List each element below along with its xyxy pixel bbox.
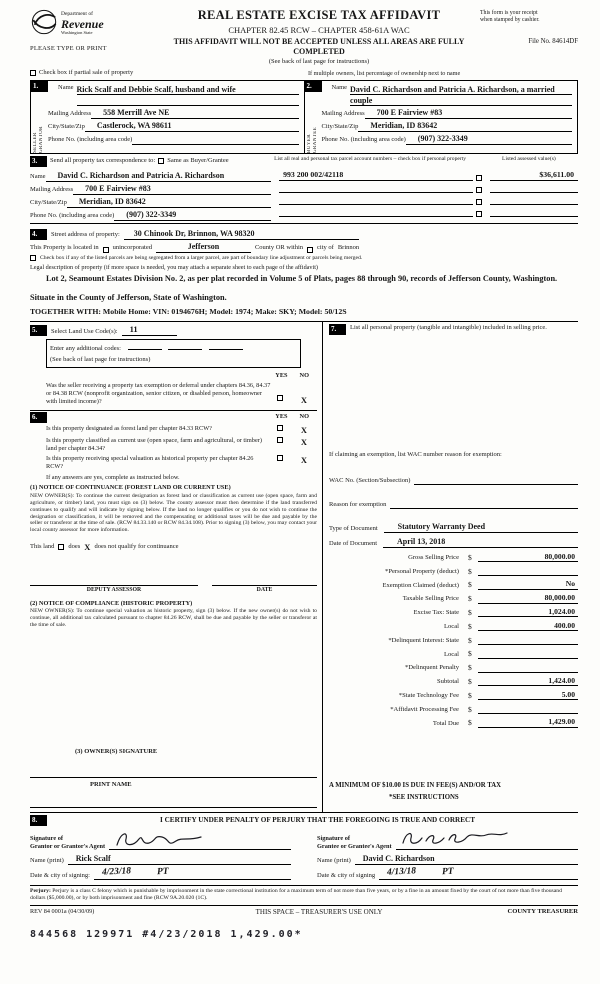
section-4-badge: 4. <box>30 229 47 240</box>
money-value[interactable]: 80,000.00 <box>478 552 578 562</box>
yes-checkbox[interactable] <box>277 437 283 443</box>
owner-signature-line[interactable] <box>30 768 317 778</box>
buyer-phone-value[interactable]: (907) 322-3349 <box>406 134 572 145</box>
money-row-subtotal <box>329 673 578 687</box>
grantor-name-label: Name (print) <box>30 857 64 865</box>
dollar-sign: $ <box>468 580 472 590</box>
no-answer-mark: X <box>300 424 307 435</box>
receipt-note-line2: when stamped by cashier. <box>480 17 540 24</box>
logo-name-line: Revenue <box>61 17 104 32</box>
field-label: Mailing Address <box>30 186 74 194</box>
money-label: Local <box>443 622 459 630</box>
personal-property-checkbox[interactable] <box>476 199 482 205</box>
section-1-badge: 1. <box>31 81 48 92</box>
field-label: Phone No. (including area code) <box>321 136 406 144</box>
buyer-mailing-value[interactable]: 700 E Fairview #83 <box>365 108 572 119</box>
seller-city-value[interactable]: Castlerock, WA 98611 <box>85 121 299 132</box>
section-8-badge: 8. <box>30 815 47 826</box>
date-of-document-value[interactable]: April 13, 2018 <box>383 537 578 548</box>
no-answer-mark: X <box>300 454 307 465</box>
money-row-taxable <box>329 590 578 604</box>
grantee-signature-line[interactable] <box>396 834 578 850</box>
grantee-date-label: Date & city of signing <box>317 872 376 880</box>
buyer-box <box>305 80 579 154</box>
section-7 <box>323 322 578 812</box>
field-label: Name <box>331 83 348 91</box>
dollar-sign: $ <box>468 621 472 631</box>
correspondence-mailing-value[interactable]: 700 E Fairview #83 <box>73 184 271 195</box>
yes-checkbox[interactable] <box>277 425 283 431</box>
situate-line: Situate in the County of Jefferson, State of Washington. <box>30 293 227 303</box>
personal-property-label: List all personal property (tangible and intangible) included in selling price. <box>350 324 547 332</box>
question-text: Is this property classified as current use (open space, farm and agricultural, or timber) land per chapter 84.34? <box>46 437 262 453</box>
correspondence-city-value[interactable]: Meridian, ID 83642 <box>67 197 271 208</box>
owner-signature-block <box>30 748 317 808</box>
parcel-numbers-header: List all real and personal tax parcel account numbers – check box if personal property <box>274 155 467 162</box>
date-label: DATE <box>256 587 273 594</box>
additional-codes-label: Enter any additional codes: <box>50 344 121 352</box>
top-check-row <box>30 69 578 77</box>
grantee-signature-ink <box>400 828 510 852</box>
print-name-label: PRINT NAME <box>90 781 132 789</box>
dollar-sign: $ <box>468 690 472 700</box>
money-label: *Delinquent Penalty <box>404 664 459 672</box>
file-number: File No. 84614DF <box>528 38 578 46</box>
dor-swirl-icon <box>30 8 58 39</box>
segregated-checkbox[interactable] <box>30 255 36 261</box>
street-address-label: Street address of property: <box>51 231 120 239</box>
money-row-total-due <box>329 714 578 728</box>
section-8-certification <box>30 813 578 883</box>
section-5-badge: 5. <box>30 325 47 336</box>
buyer-word: BUYER <box>306 133 312 153</box>
grantor-date-handwriting: 4/23/18 <box>101 866 132 879</box>
send-correspondence-label: Send all property tax correspondence to: <box>50 156 156 164</box>
field-label: Name <box>30 173 46 181</box>
forest-land-question <box>30 425 317 436</box>
dollar-sign: $ <box>468 594 472 604</box>
question-text: Is this property receiving special valuation as historical property per chapter 84.26 RCW? <box>46 454 254 470</box>
money-value[interactable]: 1,424.00 <box>478 676 578 686</box>
no-column-label: NO <box>299 372 309 380</box>
please-type-label: PLEASE TYPE OR PRINT <box>30 45 107 53</box>
does-not-label: does not qualify for continuance <box>94 542 179 550</box>
money-label: Gross Selling Price <box>408 553 459 561</box>
money-row-personal <box>329 562 578 576</box>
parties-section <box>30 80 578 154</box>
money-label: *State Technology Fee <box>398 691 459 699</box>
chapter-line: CHAPTER 82.45 RCW – CHAPTER 458-61A WAC <box>228 24 410 35</box>
unincorporated-checkbox[interactable] <box>103 247 109 253</box>
money-label: Local <box>443 650 459 658</box>
grantee-word: GRANTEE <box>312 126 318 153</box>
grantee-signature-block <box>317 830 578 880</box>
field-label: City/State/Zip <box>321 123 359 131</box>
seller-word: SELLER <box>33 131 38 153</box>
money-label: Subtotal <box>437 678 459 686</box>
money-row-excise-state <box>329 604 578 618</box>
grantee-sig-label-2: Grantee or Grantee's Agent <box>317 842 392 850</box>
same-as-buyer-checkbox[interactable] <box>158 158 164 164</box>
parcel-number-blank[interactable] <box>279 216 473 217</box>
section-7-badge: 7. <box>329 324 346 335</box>
grantor-signature-line[interactable] <box>109 834 291 850</box>
field-label: Mailing Address <box>321 110 365 118</box>
personal-property-checkbox[interactable] <box>476 175 482 181</box>
logo-dept-line: Department of <box>61 11 93 18</box>
dollar-sign: $ <box>468 676 472 686</box>
grantor-word: GRANTOR <box>39 125 44 153</box>
date-of-document-label: Date of Document <box>329 540 378 548</box>
together-with-line: TOGETHER WITH: Mobile Home: VIN: 0194676H; Model: 1974; Make: SKY; Model: 50/12S <box>30 306 347 316</box>
correspondence-name-value[interactable]: David C. Richardson and Patricia A. Richardson <box>46 171 272 182</box>
partial-sale-label: Check box if partial sale of property <box>39 69 134 77</box>
county-treasurer-label: COUNTY TREASURER <box>507 907 578 915</box>
dollar-sign: $ <box>468 607 472 617</box>
no-answer-mark: X <box>300 437 307 448</box>
cashier-stamp: 844568 129971 #4/23/2018 1,429.00* <box>30 928 303 940</box>
field-label: City/State/Zip <box>30 199 67 207</box>
question-text: Was the seller receiving a property tax exemption or deferral under chapters 84.36, 84.37 or 84.38 RCW (nonprofit organization, senior citizen, or disabled person, homeowner with limited income)? <box>46 381 271 405</box>
money-row-delinq-int-local <box>329 645 578 659</box>
notice-continuance-title: (1) NOTICE OF CONTINUANCE (FOREST LAND OR CURRENT USE) <box>30 484 231 492</box>
see-instructions-note: *SEE INSTRUCTIONS <box>389 793 459 801</box>
grantor-city-handwriting: PT <box>156 867 169 878</box>
historic-property-question <box>30 455 317 471</box>
form-header <box>30 8 578 66</box>
title-block <box>158 8 480 66</box>
certify-statement: I CERTIFY UNDER PENALTY OF PERJURY THAT THE FOREGOING IS TRUE AND CORRECT <box>160 816 475 825</box>
grantee-name-label: Name (print) <box>317 857 351 865</box>
field-label: City/State/Zip <box>48 123 85 131</box>
dor-logo-text <box>61 11 104 36</box>
grantor-sig-label-1: Signature of <box>30 835 63 843</box>
money-label: Total Due <box>432 719 459 727</box>
dollar-sign: $ <box>468 663 472 673</box>
parcel-number-value[interactable]: 993 200 002/42118 <box>279 170 473 181</box>
section-4-property <box>30 224 578 319</box>
perjury-text: Perjury is a class C felony which is punishable by imprisonment in the state correctional institution for a maximum term of not more than five years, or by a fine in an amount fixed by the court of not more than five thousand dollars ($5,000.00), or by both imprisonment and fine (RCW 9A.20.020 (1C). <box>30 888 562 902</box>
yes-checkbox[interactable] <box>277 395 283 401</box>
assessed-value-header: Listed assessed value(s) <box>502 155 556 162</box>
section-3-tax-correspondence <box>30 154 578 224</box>
yes-no-header <box>30 372 317 380</box>
current-use-question <box>30 437 317 453</box>
partial-sale-checkbox[interactable] <box>30 70 36 76</box>
yes-no-header <box>47 413 317 421</box>
county-value[interactable]: Jefferson <box>156 242 251 253</box>
receipt-note <box>480 8 578 47</box>
question-text: Is this property designated as forest land per chapter 84.33 RCW? <box>46 424 212 432</box>
warning-line: THIS AFFIDAVIT WILL NOT BE ACCEPTED UNLESS ALL AREAS ARE FULLY COMPLETED <box>173 37 465 57</box>
field-label: Name <box>58 83 74 91</box>
grantee-name-value[interactable]: David C. Richardson <box>355 854 578 865</box>
claiming-exemption-label: If claiming an exemption, list WAC number reason for exemption: <box>329 451 502 459</box>
correspondence-phone-value[interactable]: (907) 322-3349 <box>114 210 271 221</box>
section-6 <box>30 410 317 629</box>
county-or-label: County OR within <box>254 244 304 252</box>
money-label: Exemption Claimed (deduct) <box>382 581 459 589</box>
mid-grid <box>30 321 578 813</box>
money-label: *Delinquent Interest: State <box>388 636 459 644</box>
deputy-assessor-label: DEPUTY ASSESSOR <box>86 587 142 594</box>
money-row-gross <box>329 548 578 562</box>
minimum-fee-note: A MINIMUM OF $10.00 IS DUE IN FEE(S) AND/OR TAX <box>329 782 502 790</box>
no-answer-mark: X <box>300 394 307 405</box>
additional-codes-box <box>46 339 301 368</box>
yes-checkbox[interactable] <box>277 455 283 461</box>
street-address-value[interactable]: 30 Chinook Dr, Brinnon, WA 98320 <box>124 229 359 240</box>
money-row-processing-fee <box>329 700 578 714</box>
section-6-badge: 6. <box>30 412 47 423</box>
form-title: REAL ESTATE EXCISE TAX AFFIDAVIT <box>197 8 441 22</box>
parcel-number-blank[interactable] <box>279 204 473 205</box>
treasurer-space-label: THIS SPACE – TREASURER'S USE ONLY <box>255 907 383 916</box>
left-column <box>30 322 323 812</box>
seller-phone-value[interactable] <box>132 144 298 145</box>
grantee-sig-label-1: Signature of <box>317 835 350 843</box>
logo-state-line: Washington State <box>61 30 93 36</box>
owner-signature-label: (3) OWNER(S) SIGNATURE <box>75 748 158 755</box>
grantor-name-value[interactable]: Rick Scalf <box>68 854 291 865</box>
codes-see-back-note: (See back of last page for instructions) <box>50 356 151 363</box>
dor-logo <box>30 8 158 39</box>
seller-name-value[interactable]: Rick Scalf and Debbie Scalf, husband and wife <box>77 84 299 106</box>
additional-code-line[interactable] <box>209 342 243 350</box>
buyer-name-value[interactable]: David C. Richardson and Patricia A. Richardson, a married couple <box>350 84 572 106</box>
logo-column <box>30 8 158 53</box>
reason-exemption-label: Reason for exemption <box>329 501 387 509</box>
dollar-sign: $ <box>468 635 472 645</box>
additional-code-line[interactable] <box>128 342 162 350</box>
does-checkbox[interactable] <box>58 544 64 550</box>
field-label: Phone No. (including area code) <box>30 212 115 220</box>
minimum-fee-block <box>329 782 578 808</box>
no-column-label: NO <box>299 412 309 420</box>
if-yes-note: If any answers are yes, complete as instructed below. <box>46 473 180 481</box>
buyer-city-value[interactable]: Meridian, ID 83642 <box>358 121 572 132</box>
money-value[interactable]: 1,429.00 <box>478 717 578 727</box>
wac-number-label: WAC No. (Section/Subsection) <box>329 477 411 485</box>
segregated-label: Check box if any of the listed parcels are being segregated from a larger parcel, are part of boundary line adjustment or parcels being merged. <box>40 254 363 261</box>
dollar-sign: $ <box>468 649 472 659</box>
city-name: Brinnon <box>337 244 360 252</box>
money-label: Excise Tax: State <box>413 609 459 617</box>
notice-compliance-body: NEW OWNER(S): To continue special valuation as historic property, sign (3) below. If the new owner(s) do not wish to continue, all additional tax calculated pursuant to chapter 84.26 RCW, shall be due and payable by the seller or transferor at the time of sale. <box>30 608 317 628</box>
additional-code-line[interactable] <box>168 342 202 350</box>
grantor-date-label: Date & city of signing: <box>30 872 90 880</box>
yes-column-label: YES <box>275 412 288 420</box>
grantor-signature-block <box>30 830 291 880</box>
seller-mailing-value[interactable]: 558 Merrill Ave NE <box>91 108 298 119</box>
dollar-sign: $ <box>468 552 472 562</box>
section-3-badge: 3. <box>30 156 47 167</box>
perjury-notice <box>30 885 578 902</box>
land-use-code-value[interactable]: 11 <box>122 324 177 336</box>
notice-continuance-body: NEW OWNER(S): To continue the current designation as forest land or classification as current use (open space, farm and agriculture, or timber) land, you must sign on (3) below. The county assessor must then determine if the land transferred continues to qualify and will indicate by signing below. If the land no longer qualifies or you do not wish to continue the designation or classification, it will be removed and the compensating or additional taxes will be due and payable by the seller or transferor at the time of sale. (RCW 84.33.140 or RCW 84.34.108). Prior to signing (3) below, you may contact your local county assessor for more information. <box>30 493 317 533</box>
dollar-sign: $ <box>468 704 472 714</box>
assessed-value-blank[interactable] <box>490 204 578 205</box>
money-row-tech-fee <box>329 686 578 700</box>
money-row-delinq-int-state <box>329 631 578 645</box>
multiple-owners-note: If multiple owners, list percentage of ownership next to name <box>308 69 461 77</box>
continuance-qualify-row <box>30 542 317 553</box>
bottom-bar <box>30 905 578 917</box>
field-label: Phone No. (including area code) <box>48 136 133 144</box>
see-back-note: (See back of last page for instructions) <box>268 58 370 66</box>
money-value[interactable]: No <box>478 579 578 589</box>
tax-exemption-question <box>30 382 317 406</box>
land-use-label: Select Land Use Code(s): <box>51 327 118 335</box>
money-row-delinq-penalty <box>329 659 578 673</box>
money-row-excise-local <box>329 617 578 631</box>
unincorporated-label: unincorporated <box>112 244 152 252</box>
dollar-sign: $ <box>468 718 472 728</box>
rev-number: REV 84 0001a (04/30/09) <box>30 907 95 915</box>
grantor-sig-label-2: Grantor or Grantor's Agent <box>30 842 106 850</box>
parcel-number-blank[interactable] <box>279 192 473 193</box>
notice-compliance-title: (2) NOTICE OF COMPLIANCE (HISTORIC PROPERTY) <box>30 599 193 607</box>
section-5-header <box>30 324 317 336</box>
legal-description-value[interactable]: Lot 2, Seamount Estates Division No. 2, as per plat recorded in Volume 5 of Plats, pages 88 through 90, records of Jefferson County, Washington. <box>46 274 558 284</box>
section-2-badge: 2. <box>305 81 322 92</box>
type-of-document-value[interactable]: Statutory Warranty Deed <box>384 522 578 533</box>
money-label: *Personal Property (deduct) <box>385 567 459 575</box>
deputy-date-line[interactable] <box>212 576 317 586</box>
located-in-label: This Property is located in <box>30 244 99 252</box>
personal-property-checkbox[interactable] <box>476 187 482 193</box>
seller-box <box>30 80 305 154</box>
city-checkbox[interactable] <box>307 247 313 253</box>
legal-description-label: Legal description of property (if more space is needed, you may attach a separate sheet to each page of the affidavit) <box>30 263 318 271</box>
grantor-signature-ink <box>113 828 205 852</box>
money-label: *Affidavit Processing Fee <box>390 705 459 713</box>
money-value[interactable]: 400.00 <box>478 621 578 631</box>
personal-property-checkbox[interactable] <box>476 211 482 217</box>
assessed-value-blank[interactable] <box>490 192 578 193</box>
assessed-value-blank[interactable] <box>490 216 578 217</box>
yes-column-label: YES <box>275 372 288 380</box>
same-as-buyer-label: Same as Buyer/Grantee <box>167 156 229 164</box>
deputy-assessor-signature-line[interactable] <box>30 576 198 586</box>
money-label: Taxable Selling Price <box>402 595 459 603</box>
field-label: Mailing Address <box>48 110 92 118</box>
grantee-date-handwriting: 4/13/18 <box>386 866 417 879</box>
city-of-label: city of <box>317 244 334 252</box>
grantee-date-value[interactable] <box>379 867 578 880</box>
receipt-note-line1: This form is your receipt <box>480 10 538 16</box>
deputy-assessor-row <box>30 576 317 594</box>
money-row-exemption <box>329 576 578 590</box>
money-value[interactable]: 1,024.00 <box>478 607 578 617</box>
assessed-value[interactable]: $36,611.00 <box>490 170 578 181</box>
dollar-sign: $ <box>468 566 472 576</box>
print-name-line[interactable] <box>30 798 317 808</box>
does-label: does <box>68 542 81 550</box>
does-not-mark: X <box>84 541 91 552</box>
this-land-label: This land <box>30 542 55 550</box>
money-value[interactable]: 5.00 <box>478 690 578 700</box>
type-of-document-label: Type of Document <box>329 525 378 533</box>
grantor-date-value[interactable] <box>94 867 291 880</box>
personal-property-blank-area[interactable] <box>329 335 578 451</box>
money-value[interactable]: 80,000.00 <box>478 593 578 603</box>
grantee-city-handwriting: PT <box>441 867 454 878</box>
perjury-label: Perjury: <box>30 888 51 895</box>
